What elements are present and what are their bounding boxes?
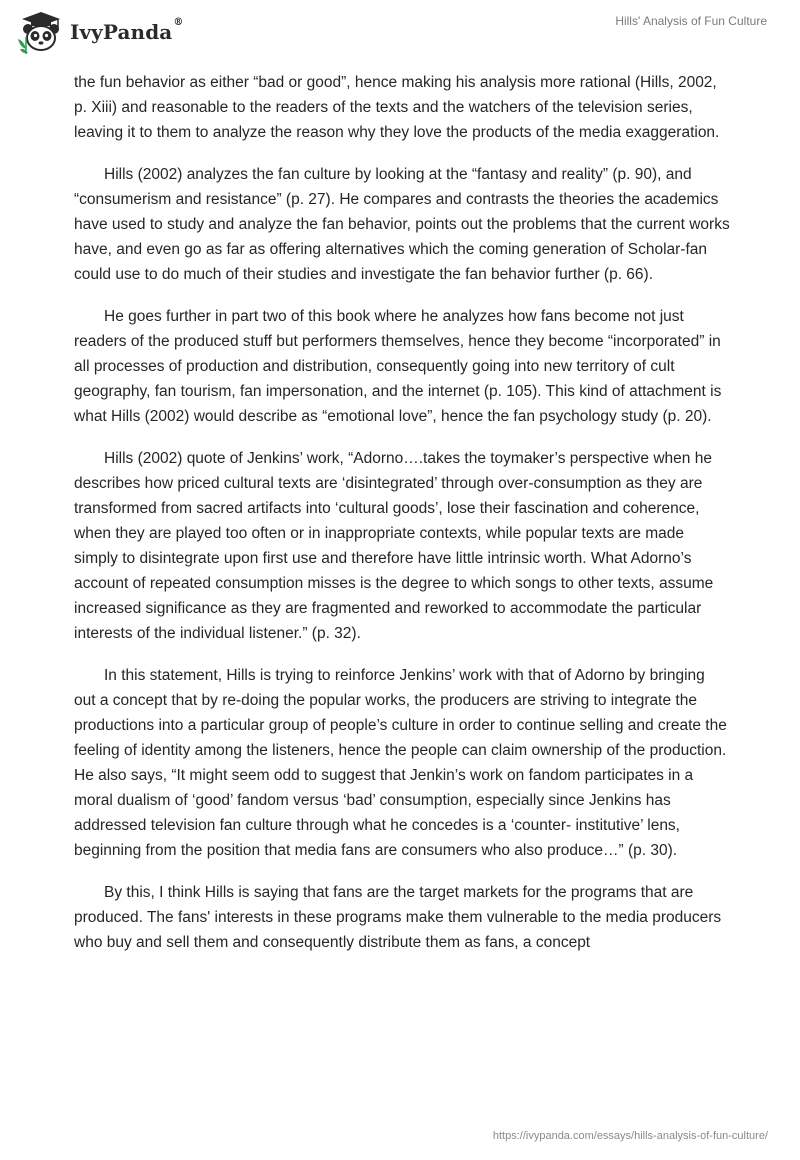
paragraph: By this, I think Hills is saying that fans are the target markets for the programs that are produced. The fans' interests in these programs make them vulnerable to the media producers who buy and sell them and consequently distribute them as fans, a concept: [74, 884, 722, 951]
registered-mark: ®: [173, 17, 184, 28]
brand-name: [70, 17, 184, 44]
document-title: Hills' Analysis of Fun Culture: [615, 14, 767, 28]
paragraph: Hills (2002) analyzes the fan culture by looking at the “fantasy and reality” (p. 90), and “consumerism and resistance” (p. 27). He compares and contrasts the theories the academics have used to study and analyze the fan behavior, points out the problems that the current works have, and even go as far as offering alternatives which the coming generation of Scholar-fan could use to do much of their studies and investigate the fan behavior further (p. 66).: [74, 166, 730, 283]
paragraph: He goes further in part two of this book where he analyzes how fans become not just readers of the produced stuff but performers themselves, hence they become “incorporated” in all processes of production and distribution, consequently going into new territory of cult geography, fan tourism, fan impersonation, and the internet (p. 105). This kind of attachment is what Hills (2002) would describe as “emotional love”, hence the fan psychology study (p. 20).: [74, 308, 722, 425]
paragraph: In this statement, Hills is trying to reinforce Jenkins’ work with that of Adorno by bringing out a concept that by re-doing the popular works, the producers are striving to integrate the productions into a particular group of people’s culture in order to continue selling and create the feeling of identity among the listeners, hence the people can claim ownership of the production. He also says, “It might seem odd to suggest that Jenkin’s work on fandom participates in a moral dualism of ‘good’ fandom versus ‘bad’ consumption, especially since Jenkins has addressed television fan culture through what he concedes is a ‘counter- institutive’ lens, beginning from the position that media fans are consumers who also produce…” (p. 30).: [74, 667, 727, 859]
paragraph-continuation: the fun behavior as either “bad or good”, hence making his analysis more rational (Hills, 2002, p. Xiii) and reasonable to the readers of the texts and the watchers of the television series, leaving it to them to analyze the reason why they love the products of the media exaggeration.: [74, 74, 720, 141]
brand-name-text: IvyPanda: [70, 20, 173, 44]
paragraph: Hills (2002) quote of Jenkins’ work, “Adorno….takes the toymaker’s perspective when he describes how priced cultural texts are ‘disintegrated’ through over-consumption as they are transformed from sacred artifacts into ‘cultural goods’, lose their fascination and coherence, when they are played too often or in inappropriate contexts, while popular texts are made simply to disintegrate upon first use and therefore have little intrinsic worth. What Adorno’s account of repeated consumption misses is the degree to which songs to other texts, assume increased significance as they are fragmented and reworked to accommodate the particular interests of the individual listener.” (p. 32).: [74, 450, 714, 642]
panda-graduate-icon: [14, 9, 66, 55]
essay-body: [74, 70, 730, 972]
source-url-link[interactable]: https://ivypanda.com/essays/hills-analysis-of-fun-culture/: [492, 1130, 768, 1142]
page-header: [0, 0, 800, 64]
ivypanda-logo[interactable]: [14, 9, 183, 55]
